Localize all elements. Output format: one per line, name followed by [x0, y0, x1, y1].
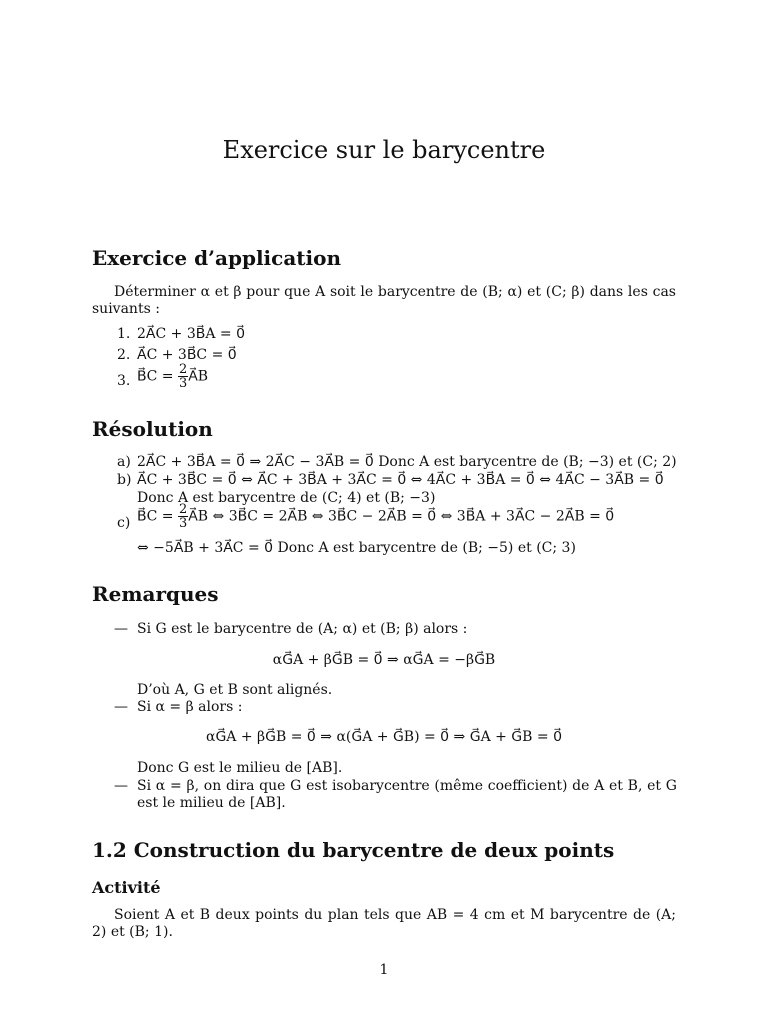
- formula-right: A⃗B: [188, 368, 209, 385]
- item-formula: 2A⃗C + 3B⃗A = 0⃗: [137, 326, 245, 342]
- page-number: 1: [379, 962, 389, 978]
- formula-right: A⃗B ⇔ 3B⃗C = 2A⃗B ⇔ 3B⃗C − 2A⃗B = 0⃗ ⇔ 3B⃗A + 3A⃗C − 2A⃗B = 0⃗: [188, 508, 615, 525]
- item-number: 1.: [117, 326, 131, 342]
- item-formula: A⃗C + 3B⃗C = 0⃗: [137, 347, 237, 363]
- fraction-numerator: 2: [178, 362, 188, 377]
- fraction-denominator: 3: [178, 376, 188, 391]
- resolution-b-line1: A⃗C + 3B⃗C = 0⃗ ⇔ A⃗C + 3B⃗A + 3A⃗C = 0⃗ ⇔ 4A⃗C + 3B⃗A = 0⃗ ⇔ 4A⃗C − 3A⃗B = 0⃗: [137, 472, 664, 488]
- document-title: Exercice sur le barycentre: [222, 136, 546, 164]
- resolution-b-line2: Donc A est barycentre de (C; 4) et (B; −3): [137, 490, 436, 506]
- resolution-a: 2A⃗C + 3B⃗A = 0⃗ ⇒ 2A⃗C − 3A⃗B = 0⃗ Donc A est barycentre de (B; −3) et (C; 2): [137, 454, 677, 470]
- fraction: [178, 503, 188, 530]
- formula-left: B⃗C =: [137, 508, 178, 525]
- subsection-heading-activite: Activité: [92, 878, 161, 897]
- resolution-c-line1: [137, 503, 614, 530]
- fraction-denominator: 3: [178, 516, 188, 531]
- fraction: [178, 363, 188, 390]
- remark-1-equation: αG⃗A + βG⃗B = 0⃗ ⇒ αG⃗A = −βG⃗B: [272, 652, 496, 668]
- remark-1: Si G est le barycentre de (A; α) et (B; β) alors :: [137, 621, 468, 637]
- remark-2: Si α = β alors :: [137, 699, 243, 715]
- section-heading-construction: 1.2 Construction du barycentre de deux points: [92, 838, 615, 862]
- resolution-label-a: a): [117, 454, 131, 470]
- remark-2-equation: αG⃗A + βG⃗B = 0⃗ ⇒ α(G⃗A + G⃗B) = 0⃗ ⇒ G⃗A + G⃗B = 0⃗: [206, 729, 562, 745]
- remark-3: Si α = β, on dira que G est isobarycentre (même coefficient) de A et B, et G est le milieu de [AB].: [137, 778, 677, 811]
- item-formula: [137, 363, 208, 390]
- resolution-label-b: b): [117, 472, 132, 488]
- remark-2-conclusion: Donc G est le milieu de [AB].: [137, 760, 343, 776]
- application-intro: Déterminer α et β pour que A soit le barycentre de (B; α) et (C; β) dans les cas suivants :: [92, 284, 676, 317]
- formula-left: B⃗C =: [137, 368, 178, 385]
- activite-text: Soient A et B deux points du plan tels que AB = 4 cm et M barycentre de (A; 2) et (B; 1).: [92, 907, 676, 940]
- section-heading-resolution: Résolution: [92, 417, 213, 441]
- bullet-dash: —: [114, 778, 128, 794]
- remark-1-conclusion: D’où A, G et B sont alignés.: [137, 682, 333, 698]
- item-number: 2.: [117, 347, 131, 363]
- resolution-c-line2: ⇔ −5A⃗B + 3A⃗C = 0⃗ Donc A est barycentre de (B; −5) et (C; 3): [137, 540, 576, 556]
- bullet-dash: —: [114, 699, 128, 715]
- item-number: 3.: [117, 373, 131, 389]
- fraction-numerator: 2: [178, 502, 188, 517]
- section-heading-application: Exercice d’application: [92, 246, 341, 270]
- resolution-label-c: c): [117, 515, 131, 531]
- bullet-dash: —: [114, 621, 128, 637]
- section-heading-remarques: Remarques: [92, 582, 219, 606]
